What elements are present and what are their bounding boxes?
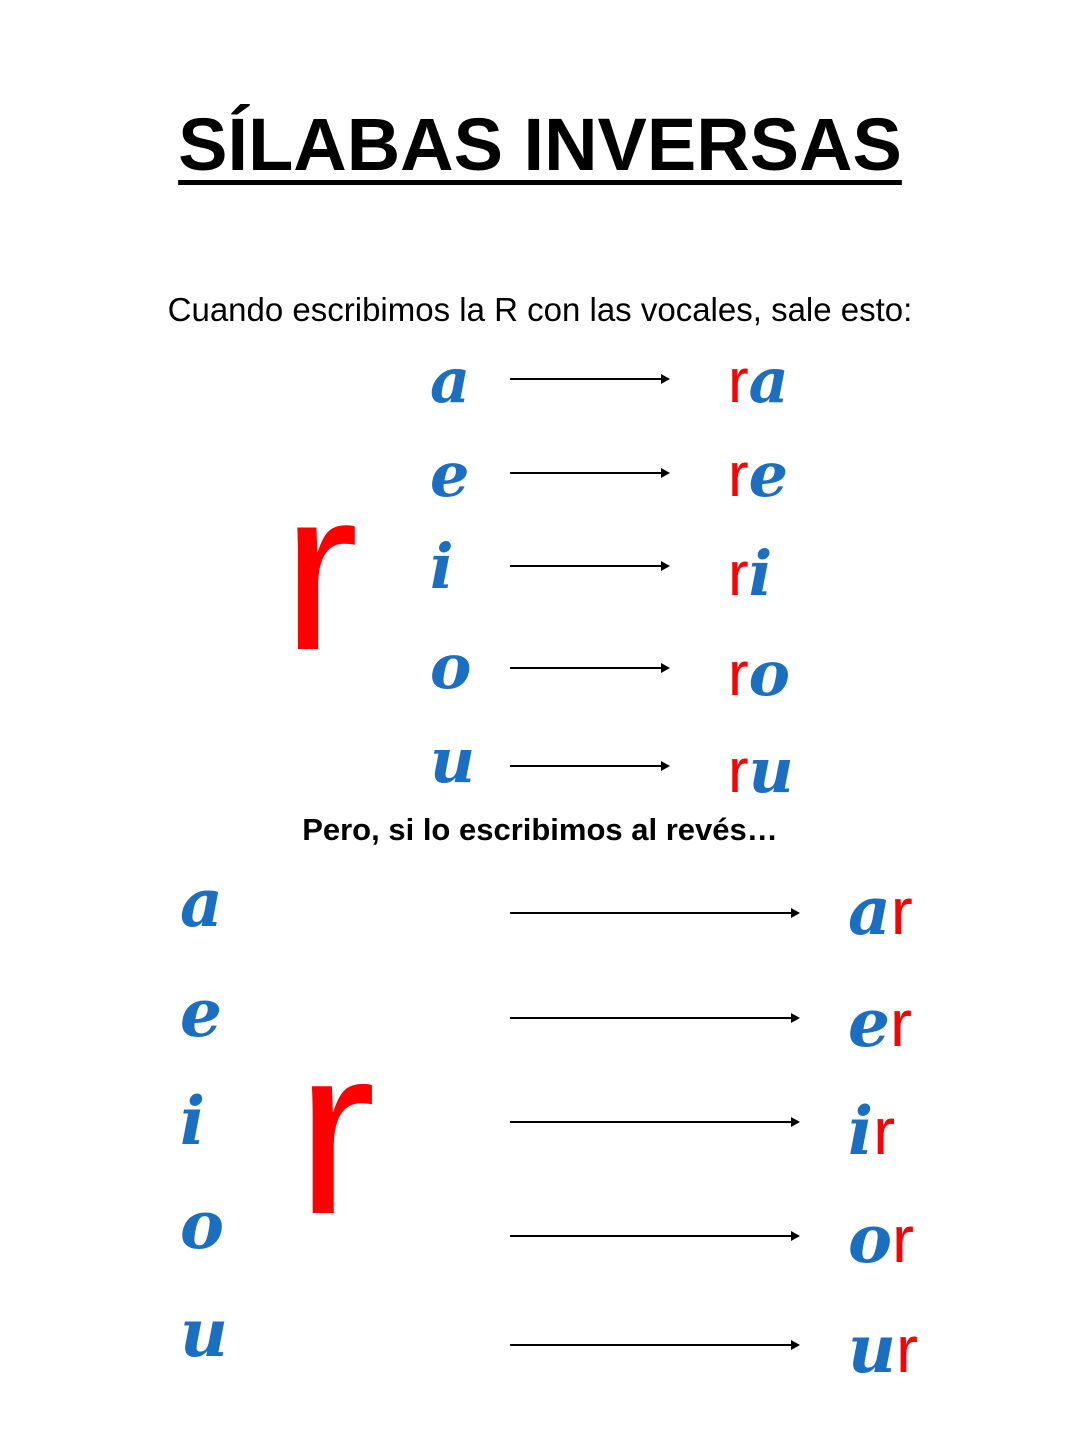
arrow [510, 765, 668, 767]
syllable-consonant: r [728, 737, 749, 806]
intro-text: Cuando escribimos la R con las vocales, sale esto: [167, 291, 913, 328]
syllable-vowel: a [848, 872, 891, 950]
arrow [510, 1017, 798, 1019]
page-title-text: SÍLABAS INVERSAS [178, 103, 902, 186]
syllable-re [728, 438, 789, 511]
syllable-vowel: a [748, 344, 789, 417]
syllable-ro [728, 637, 791, 710]
vowel-i: i [430, 530, 454, 603]
vowel-i: i [180, 1082, 206, 1160]
vowel-e: e [430, 438, 470, 511]
arrow [510, 1344, 798, 1346]
vowel-o: o [180, 1186, 225, 1264]
big-consonant-r: r [282, 441, 359, 698]
syllable-vowel: o [748, 637, 791, 710]
arrow [510, 472, 668, 474]
syllable-ir [848, 1092, 896, 1170]
arrow [510, 1121, 798, 1123]
syllable-consonant: r [728, 347, 749, 416]
syllable-vowel: e [748, 438, 789, 511]
page-title [0, 100, 1080, 190]
syllable-vowel: i [848, 1092, 874, 1170]
syllable-ra [728, 344, 789, 417]
syllable-vowel: o [848, 1200, 893, 1278]
syllable-consonant: r [728, 640, 749, 709]
vowel-e: e [180, 974, 222, 1052]
syllable-vowel: e [848, 984, 890, 1062]
big-consonant-r: r [296, 996, 376, 1264]
syllable-consonant: r [873, 1094, 896, 1168]
syllable-ru [728, 734, 794, 807]
vowel-u: u [430, 724, 476, 797]
arrow [510, 565, 668, 567]
arrow [510, 667, 668, 669]
syllable-consonant: r [890, 874, 913, 948]
syllable-ar [848, 872, 913, 950]
arrow [510, 1235, 798, 1237]
syllable-ri [728, 537, 773, 610]
arrow [510, 912, 798, 914]
vowel-a: a [430, 344, 471, 417]
vowel-o: o [430, 630, 472, 703]
vowel-u: u [180, 1294, 228, 1372]
syllable-consonant: r [728, 540, 749, 609]
arrow [510, 378, 668, 380]
syllable-vowel: i [748, 537, 773, 610]
syllable-consonant: r [728, 441, 749, 510]
syllable-consonant: r [896, 1312, 918, 1386]
vowel-a: a [180, 864, 223, 942]
syllable-er [848, 984, 912, 1062]
syllable-vowel: u [848, 1310, 896, 1388]
syllable-ur [848, 1310, 918, 1388]
syllable-vowel: u [748, 734, 794, 807]
syllable-consonant: r [890, 986, 912, 1060]
subtitle-text: Pero, si lo escribimos al revés… [302, 812, 778, 847]
syllable-consonant: r [892, 1202, 915, 1276]
syllable-or [848, 1200, 915, 1278]
